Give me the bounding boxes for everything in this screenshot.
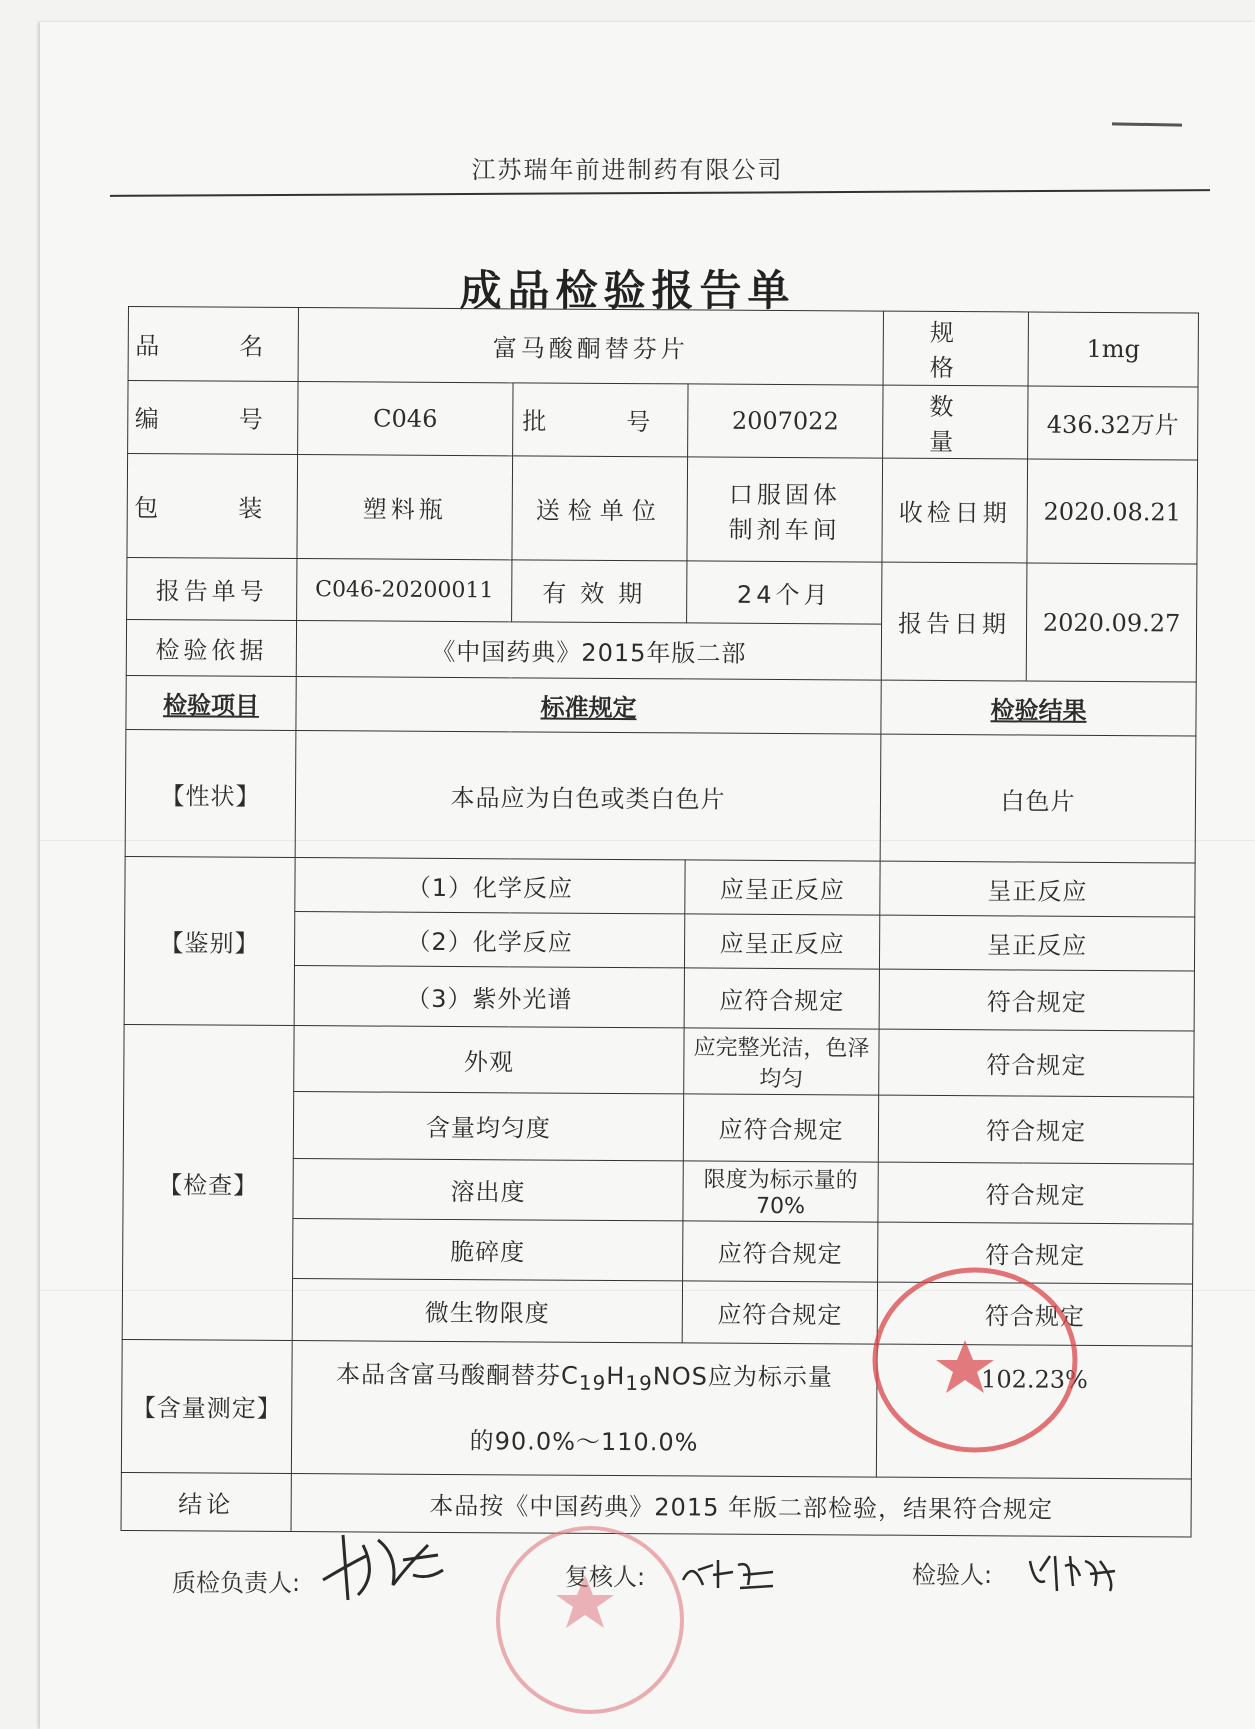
assay-label: 【含量测定】: [121, 1340, 292, 1474]
code-label: 编 号: [128, 380, 298, 455]
assay-std-part3: NOS应为标示量: [652, 1361, 833, 1391]
inspection-result: 符合规定: [879, 1029, 1194, 1097]
inspection-label: 【检查】: [122, 1024, 294, 1340]
inspection-result: 符合规定: [878, 1162, 1193, 1224]
inspection-item: 微生物限度: [292, 1278, 682, 1343]
assay-standard: [291, 1341, 877, 1477]
report-title: 成品检验报告单: [459, 266, 796, 315]
reviewer-label: 复核人:: [565, 1563, 646, 1591]
inspection-item: 含量均匀度: [293, 1092, 683, 1161]
inspector-signature: [1025, 1546, 1125, 1596]
receive-date-value: 2020.08.21: [1027, 459, 1198, 564]
batch-label: 批 号: [513, 383, 688, 458]
spec-label: 规 格: [883, 311, 1028, 386]
submit-unit-label: 送检单位: [512, 456, 688, 561]
appearance-result: 白色片: [880, 734, 1196, 862]
inspection-standard: 限度为标示量的 70%: [683, 1161, 878, 1222]
company-name: 江苏瑞年前进制药有限公司: [471, 156, 784, 184]
basis-label: 检验依据: [126, 620, 296, 677]
conclusion-text: 本品按《中国药典》2015 年版二部检验，结果符合规定: [291, 1473, 1191, 1537]
header-item: 检验项目: [126, 676, 296, 731]
receive-date-label: 收检日期: [882, 458, 1028, 563]
inspection-standard: 应符合规定: [683, 1221, 878, 1282]
identification-item: （3）紫外光谱: [294, 965, 684, 1028]
product-name-value: 富马酸酮替芬片: [298, 308, 883, 385]
inspection-item: 脆碎度: [293, 1218, 683, 1281]
inspection-seal-stamp: [490, 1520, 690, 1720]
identification-result: 符合规定: [879, 969, 1194, 1031]
inspector-label: 检验人:: [912, 1561, 993, 1589]
assay-std-line2: 的90.0%～110.0%: [469, 1427, 699, 1457]
validity-value: 24个月: [687, 561, 882, 624]
assay-sub1: 19: [578, 1370, 607, 1395]
assay-result: 102.23%: [876, 1344, 1192, 1478]
assay-std-part2: H: [606, 1361, 626, 1390]
report-date-value: 2020.09.27: [1026, 563, 1197, 682]
identification-result: 呈正反应: [879, 915, 1194, 971]
package-value: 塑料瓶: [297, 455, 513, 560]
identification-standard: 应呈正反应: [684, 914, 879, 969]
reviewer-signature: [678, 1550, 778, 1595]
inspection-result: 符合规定: [878, 1095, 1193, 1163]
qa-manager-signature: [318, 1525, 448, 1605]
identification-result: 呈正反应: [880, 861, 1195, 917]
inspection-standard: 应符合规定: [682, 1281, 877, 1344]
submit-unit-line1: 口服固体: [728, 480, 841, 510]
code-value: C046: [298, 381, 513, 456]
assay-sub2: 19: [625, 1370, 653, 1395]
identification-item: （2）化学反应: [294, 911, 684, 967]
conclusion-label: 结论: [121, 1472, 291, 1531]
package-label: 包 装: [127, 454, 298, 559]
submit-unit-value: [687, 457, 883, 562]
batch-value: 2007022: [688, 384, 883, 459]
submit-unit-line2: 制剂车间: [728, 515, 841, 545]
identification-label: 【鉴别】: [124, 856, 295, 1025]
header-standard: 标准规定: [296, 677, 881, 735]
qa-manager-label: 质检负责人:: [172, 1569, 301, 1597]
company-seal-stamp: [870, 1265, 1090, 1465]
appearance-standard: 本品应为白色或类白色片: [295, 731, 881, 861]
assay-std-part1: 本品含富马酸酮替芬C: [336, 1359, 579, 1390]
inspection-result: 符合规定: [878, 1222, 1193, 1284]
appearance-label: 【性状】: [125, 730, 296, 858]
report-date-label: 报告日期: [881, 562, 1027, 681]
header-result: 检验结果: [881, 680, 1196, 736]
identification-standard: 应呈正反应: [685, 860, 880, 915]
identification-standard: 应符合规定: [684, 968, 879, 1029]
report-no-value: C046-20200011: [297, 559, 512, 623]
identification-item: （1）化学反应: [295, 857, 685, 913]
inspection-standard: 应完整光洁，色泽均匀: [684, 1028, 879, 1096]
inspection-standard: 应符合规定: [683, 1094, 878, 1162]
inspection-item: 外观: [294, 1025, 684, 1094]
basis-value: 《中国药典》2015年版二部: [296, 621, 881, 681]
quantity-label: 数 量: [883, 385, 1028, 460]
report-no-label: 报告单号: [127, 558, 297, 621]
product-name-label: 品 名: [128, 307, 298, 382]
validity-label: 有效期: [512, 560, 687, 623]
inspection-item: 溶出度: [293, 1158, 683, 1221]
quantity-value: 436.32万片: [1028, 386, 1198, 461]
inspection-result: 符合规定: [877, 1282, 1192, 1346]
spec-value: 1mg: [1028, 312, 1198, 387]
